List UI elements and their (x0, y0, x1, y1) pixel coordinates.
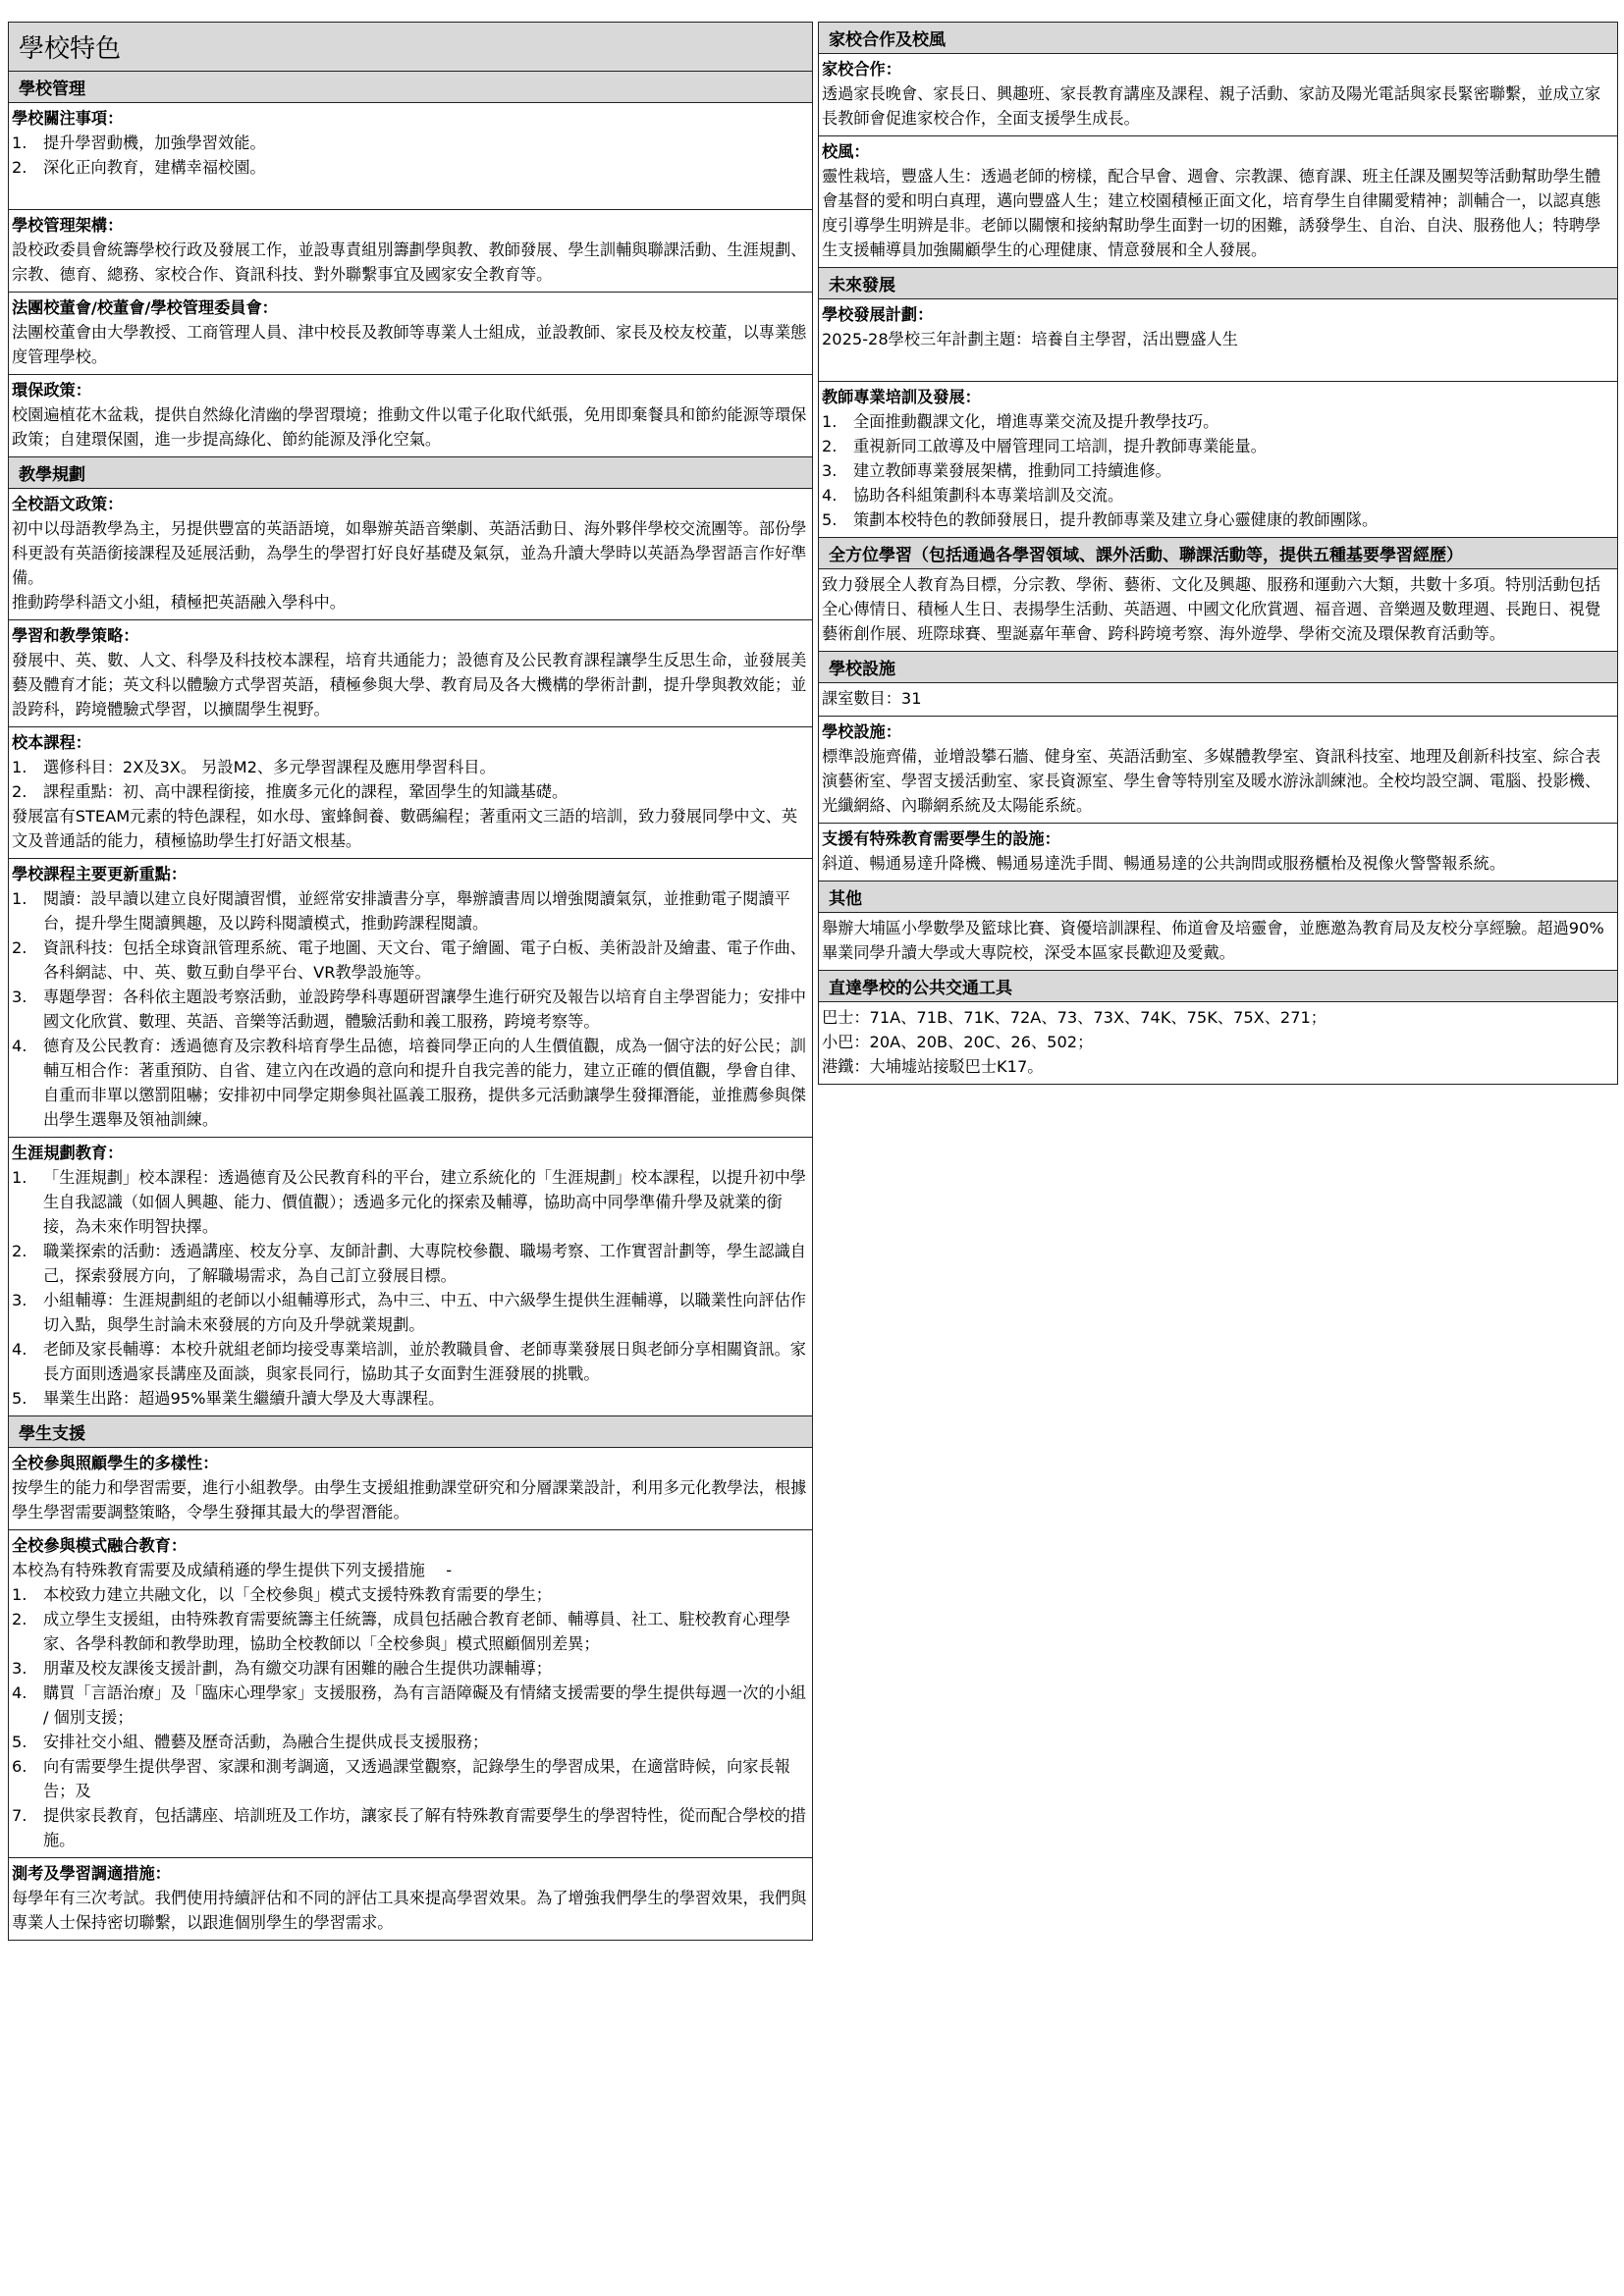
block-title: 環保政策： (12, 381, 91, 400)
section-heading: 全方位學習（包括通過各學習領域、課外活動、聯課活動等，提供五種基要學習經歷） (819, 538, 1617, 569)
paragraph: 致力發展全人教育為目標，分宗教、學術、藝術、文化及興趣、服務和運動六大類，共數十多項。特別活動包括全心傳情日、積極人生日、表揚學生活動、英語週、中國文化欣賞週、福音週、音樂週及數理週、長跑日、視覺藝術創作展、班際球賽、聖誕嘉年華會、跨科跨境考察、海外遊學、學術交流及環保教育活動等。 (822, 575, 1601, 643)
list-text: 老師及家長輔導：本校升就組老師均接受專業培訓，並於教職員會、老師專業發展日與老師分享相關資訊。家長方面則透過家長講座及面談，與家長同行，協助其子女面對生涯發展的挑戰。 (43, 1340, 806, 1383)
content-block (819, 382, 1617, 538)
paragraph: 校園遍植花木盆栽，提供自然綠化清幽的學習環境；推動文件以電子化取代紙張，免用即棄餐具和節約能源等環保政策；自建環保園，進一步提高綠化、節約能源及淨化空氣。 (12, 405, 807, 449)
list-item (12, 1730, 809, 1754)
block-title: 校本課程： (12, 733, 91, 752)
list-number: 2. (12, 158, 27, 177)
block-title: 全校參與照顧學生的多樣性： (12, 1454, 219, 1472)
paragraph: 發展富有STEAM元素的特色課程，如水母、蜜蜂飼養、數碼編程；著重兩文三語的培訓，致力發展同學中文、英文及普通話的能力，積極協助學生打好語文根基。 (12, 807, 798, 850)
list-text: 全面推動觀課文化，增進專業交流及提升教學技巧。 (853, 412, 1219, 431)
content-block (9, 1530, 812, 1858)
list-number: 1. (12, 1585, 27, 1604)
content-block (9, 620, 812, 727)
section-heading: 家校合作及校風 (819, 23, 1617, 54)
list-number: 7. (12, 1806, 27, 1825)
content-block (9, 489, 812, 620)
paragraph: 推動跨學科語文小組，積極把英語融入學科中。 (12, 593, 346, 612)
section-heading: 未來發展 (819, 268, 1617, 299)
list-item (12, 886, 809, 935)
block-title: 家校合作： (822, 60, 901, 79)
list-item (822, 458, 1614, 483)
list-number: 2. (12, 1610, 27, 1629)
content-block (819, 824, 1617, 881)
paragraph: 2025-28學校三年計劃主題：培養自主學習，活出豐盛人生 (822, 330, 1238, 348)
list-number: 4. (12, 1340, 27, 1359)
block-title: 學校設施： (822, 722, 901, 741)
content-block (9, 1448, 812, 1530)
list-item (12, 1165, 809, 1239)
list-text: 安排社交小組、體藝及歷奇活動，為融合生提供成長支援服務； (43, 1733, 489, 1751)
list-number: 4. (12, 1683, 27, 1702)
list-item (12, 1754, 809, 1803)
left-column (8, 22, 813, 1941)
list-text: 購買「言語治療」及「臨床心理學家」支援服務，為有言語障礙及有情緒支援需要的學生提供每週一次的小組 / 個別支援； (43, 1683, 806, 1727)
list-number: 2. (12, 782, 27, 801)
block-title: 學習和教學策略： (12, 626, 139, 645)
list-item (12, 1034, 809, 1132)
list-text: 重視新同工啟導及中層管理同工培訓，提升教師專業能量。 (853, 437, 1267, 455)
list-text: 德育及公民教育：透過德育及宗教科培育學生品德，培養同學正向的人生價值觀，成為一個守法的好公民；訓輔互相合作：著重預防、自省、建立內在改過的意向和提升自我完善的能力，建立正確的價值觀，學會自律、自重而非單以懲罰阻嚇；安排初中同學定期參與社區義工服務，提供多元活動讓學生發揮潛能，並推薦參與傑出學生選舉及領袖訓練。 (43, 1037, 806, 1129)
list-number: 2. (12, 1242, 27, 1260)
list-item (12, 155, 809, 180)
list-text: 策劃本校特色的教師發展日，提升教師專業及建立身心靈健康的教師團隊。 (853, 510, 1379, 529)
paragraph: 每學年有三次考試。我們使用持續評估和不同的評估工具來提高學習效果。為了增強我們學生的學習效果，我們與專業人士保持密切聯繫，以跟進個別學生的學習需求。 (12, 1889, 807, 1932)
content-block (9, 727, 812, 859)
spacer (12, 180, 809, 204)
content-block (9, 210, 812, 293)
list-text: 「生涯規劃」校本課程：透過德育及公民教育科的平台，建立系統化的「生涯規劃」校本課程，以提升初中學生自我認識（如個人興趣、能力、價值觀）；透過多元化的探索及輔導，協助高中同學準備升學及就業的銜接，為未來作明智抉擇。 (43, 1168, 806, 1236)
list-item (12, 935, 809, 985)
content-block (819, 683, 1617, 717)
paragraph: 本校為有特殊教育需要及成績稍遜的學生提供下列支援措施 - (12, 1561, 453, 1579)
list-number: 3. (12, 988, 27, 1006)
content-block (9, 859, 812, 1138)
content-block (9, 375, 812, 457)
content-block (819, 569, 1617, 652)
list-item (12, 131, 809, 155)
list-text: 成立學生支援組，由特殊教育需要統籌主任統籌，成員包括融合教育老師、輔導員、社工、駐校教育心理學家、各學科教師和教學助理，協助全校教師以「全校參與」模式照顧個別差異； (43, 1610, 790, 1653)
paragraph: 按學生的能力和學習需要，進行小組教學。由學生支援組推動課堂研究和分層課業設計，利用多元化教學法，根據學生學習需要調整策略，令學生發揮其最大的學習潛能。 (12, 1478, 807, 1522)
list-item (12, 1337, 809, 1386)
content-block (819, 54, 1617, 136)
list-item (12, 1656, 809, 1681)
list-text: 閱讀：設早讀以建立良好閱讀習慣，並經常安排讀書分享，舉辦讀書周以增強閱讀氣氛，並推動電子閱讀平台，提升學生閱讀興趣，及以跨科閱讀模式，推動跨課程閱讀。 (43, 889, 790, 933)
section-heading: 學校設施 (819, 652, 1617, 683)
list-number: 2. (12, 938, 27, 957)
block-title: 教師專業培訓及發展： (822, 388, 981, 406)
list-item (822, 507, 1614, 532)
list-number: 1. (822, 412, 838, 431)
list-item (12, 779, 809, 804)
list-item (12, 1803, 809, 1852)
list-number: 3. (12, 1291, 27, 1309)
content-block (819, 299, 1617, 382)
list-number: 5. (822, 510, 838, 529)
list-text: 專題學習：各科依主題設考察活動，並設跨學科專題研習讓學生進行研究及報告以培育自主學習能力；安排中國文化欣賞、數理、英語、音樂等活動週，體驗活動和義工服務，跨境考察等。 (43, 988, 806, 1031)
list-number: 4. (822, 486, 838, 505)
list-text: 職業探索的活動：透過講座、校友分享、友師計劃、大專院校參觀、職場考察、工作實習計劃等，學生認識自己，探索發展方向，了解職場需求，為自己訂立發展目標。 (43, 1242, 806, 1285)
list-number: 6. (12, 1757, 27, 1776)
paragraph: 巴士：71A、71B、71K、72A、73、73X、74K、75K、75X、271； (822, 1008, 1326, 1027)
paragraph: 發展中、英、數、人文、科學及科技校本課程，培育共通能力；設德育及公民教育課程讓學生反思生命，並發展美藝及體育才能；英文科以體驗方式學習英語，積極參與大學、教育局及各大機構的學術計劃，提升學與教效能；並設跨科，跨境體驗式學習，以擴闊學生視野。 (12, 651, 807, 719)
block-title: 測考及學習調適措施： (12, 1864, 171, 1883)
list-item (12, 1288, 809, 1337)
content-block (819, 136, 1617, 268)
list-item (822, 434, 1614, 458)
content-block (9, 293, 812, 375)
page-title: 學校特色 (9, 23, 812, 72)
list-text: 小組輔導：生涯規劃組的老師以小組輔導形式，為中三、中五、中六級學生提供生涯輔導，以職業性向評估作切入點，與學生討論未來發展的方向及升學就業規劃。 (43, 1291, 806, 1334)
content-block (9, 1858, 812, 1940)
list-text: 協助各科組策劃科本專業培訓及交流。 (853, 486, 1124, 505)
paragraph: 課室數目：31 (822, 689, 922, 708)
block-title: 全校參與模式融合教育： (12, 1536, 188, 1555)
list-number: 3. (12, 1659, 27, 1678)
list-item (822, 483, 1614, 507)
paragraph: 斜道、暢通易達升降機、暢通易達洗手間、暢通易達的公共詢問或服務櫃枱及視像火警警報系統。 (822, 854, 1506, 873)
paragraph: 初中以母語教學為主，另提供豐富的英語語境，如舉辦英語音樂劇、英語活動日、海外夥伴學校交流團等。部份學科更設有英語銜接課程及延展活動，為學生的學習打好良好基礎及氣氛，並為升讀大學時以英語為學習語言作好準備。 (12, 519, 807, 587)
list-number: 1. (12, 758, 27, 776)
section-heading: 其他 (819, 881, 1617, 913)
block-title: 法團校董會/校董會/學校管理委員會： (12, 298, 278, 317)
content-block (819, 1002, 1617, 1084)
list-item (12, 985, 809, 1034)
block-title: 校風： (822, 142, 870, 161)
list-number: 1. (12, 133, 27, 152)
list-number: 4. (12, 1037, 27, 1055)
section-heading: 教學規劃 (9, 457, 812, 489)
list-number: 2. (822, 437, 838, 455)
list-text: 資訊科技：包括全球資訊管理系統、電子地圖、天文台、電子繪圖、電子白板、美術設計及繪畫、電子作曲、各科網誌、中、英、數互動自學平台、VR教學設施等。 (43, 938, 806, 982)
list-text: 選修科目：2X及3X。 另設M2、多元學習課程及應用學習科目。 (43, 758, 496, 776)
paragraph: 小巴：20A、20B、20C、26、502； (822, 1033, 1094, 1051)
list-item (12, 1386, 809, 1411)
block-title: 支援有特殊教育需要學生的設施： (822, 829, 1060, 848)
list-item (822, 409, 1614, 434)
list-text: 深化正向教育，建構幸福校園。 (43, 158, 266, 177)
list-text: 朋輩及校友課後支援計劃，為有繳交功課有困難的融合生提供功課輔導； (43, 1659, 552, 1678)
section-heading: 學校管理 (9, 72, 812, 103)
list-number: 3. (822, 461, 838, 480)
list-number: 1. (12, 1168, 27, 1187)
list-text: 提供家長教育，包括講座、培訓班及工作坊，讓家長了解有特殊教育需要學生的學習特性，從而配合學校的措施。 (43, 1806, 806, 1849)
paragraph: 透過家長晚會、家長日、興趣班、家長教育講座及課程、親子活動、家訪及陽光電話與家長緊密聯繫，並成立家長教師會促進家校合作，全面支援學生成長。 (822, 84, 1601, 128)
paragraph: 港鐵：大埔墟站接駁巴士K17。 (822, 1057, 1044, 1076)
section-heading: 直達學校的公共交通工具 (819, 971, 1617, 1002)
block-title: 學校管理架構： (12, 216, 124, 235)
list-item (12, 1582, 809, 1607)
paragraph: 法團校董會由大學教授、工商管理人員、津中校長及教師等專業人士組成，並設教師、家長及校友校董，以專業態度管理學校。 (12, 323, 807, 366)
content-block (819, 913, 1617, 971)
section-heading: 學生支援 (9, 1416, 812, 1448)
block-title: 全校語文政策： (12, 495, 124, 513)
spacer (822, 351, 1614, 376)
list-text: 向有需要學生提供學習、家課和測考調適，又透過課堂觀察，記錄學生的學習成果，在適當時候，向家長報告；及 (43, 1757, 790, 1800)
list-number: 5. (12, 1733, 27, 1751)
block-title: 學校課程主要更新重點： (12, 865, 188, 883)
content-block (819, 717, 1617, 824)
list-item (12, 1681, 809, 1730)
right-column (818, 22, 1618, 1085)
list-number: 1. (12, 889, 27, 908)
paragraph: 設校政委員會統籌學校行政及發展工作，並設專責組別籌劃學與教、教師發展、學生訓輔與聯課活動、生涯規劃、宗教、德育、總務、家校合作、資訊科技、對外聯繫事宜及國家安全教育等。 (12, 240, 807, 284)
list-text: 建立教師專業發展架構，推動同工持續進修。 (853, 461, 1171, 480)
block-title: 學校發展計劃： (822, 305, 934, 324)
paragraph: 標準設施齊備，並增設攀石牆、健身室、英語活動室、多媒體教學室、資訊科技室、地理及創新科技室、綜合表演藝術室、學習支援活動室、家長資源室、學生會等特別室及暖水游泳訓練池。全校均設空調、電腦、投影機、光纖網絡、內聯網系統及太陽能系統。 (822, 747, 1601, 815)
paragraph: 靈性栽培，豐盛人生：透過老師的榜樣，配合早會、週會、宗教課、德育課、班主任課及團契等活動幫助學生體會基督的愛和明白真理，邁向豐盛人生；建立校園積極正面文化，培育學生自律關愛精神；訓輔合一，以認真態度引導學生明辨是非。老師以關懷和接納幫助學生面對一切的困難，誘發學生、自治、自決、服務他人；特聘學生支援輔導員加強關顧學生的心理健康、情意發展和全人發展。 (822, 167, 1601, 259)
block-title: 學校關注事項： (12, 109, 124, 128)
list-item (12, 1607, 809, 1656)
content-block (9, 1138, 812, 1416)
list-item (12, 1239, 809, 1288)
list-text: 提升學習動機，加強學習效能。 (43, 133, 266, 152)
list-number: 5. (12, 1389, 27, 1408)
block-title: 生涯規劃教育： (12, 1144, 124, 1162)
paragraph: 舉辦大埔區小學數學及籃球比賽、資優培訓課程、佈道會及培靈會，並應邀為教育局及友校分享經驗。超過90%畢業同學升讀大學或大專院校，深受本區家長歡迎及愛戴。 (822, 919, 1604, 962)
content-block (9, 103, 812, 210)
list-text: 畢業生出路：超過95%畢業生繼續升讀大學及大專課程。 (43, 1389, 445, 1408)
list-item (12, 755, 809, 779)
list-text: 本校致力建立共融文化，以「全校參與」模式支援特殊教育需要的學生； (43, 1585, 552, 1604)
list-text: 課程重點：初、高中課程銜接，推廣多元化的課程，鞏固學生的知識基礎。 (43, 782, 568, 801)
